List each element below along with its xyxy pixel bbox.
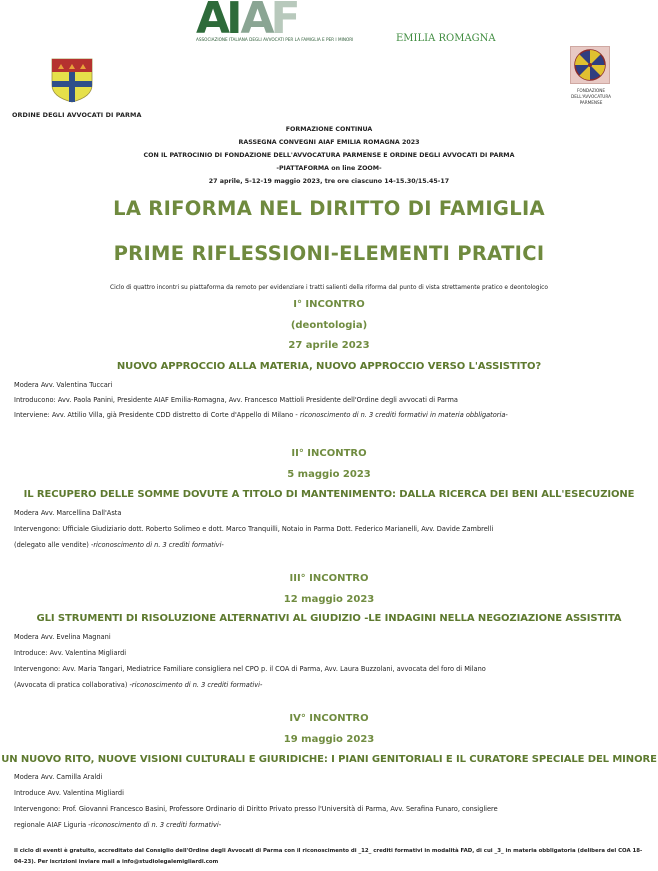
session-line-text: Modera Avv. Valentina Tuccari xyxy=(14,381,113,389)
session-2-line xyxy=(14,509,121,517)
session-3-line xyxy=(14,633,111,641)
session-2-topic: IL RECUPERO DELLE SOMME DOVUTE A TITOLO DI MANTENIMENTO: DALLA RICERCA DEI BENI ALL'ESECUZIONE xyxy=(23,489,635,500)
session-1-subheading: (deontologia) xyxy=(290,320,368,331)
session-3-line xyxy=(14,681,262,689)
session-2-line xyxy=(14,525,493,533)
aiaf-region: EMILIA ROMAGNA xyxy=(396,33,496,44)
session-line-text: Intervengono: Prof. Giovanni Francesco Basini, Professore Ordinario di Diritto Privato presso l'Università di Parma, Avv. Serafina Funaro, consigliere xyxy=(14,805,498,813)
footer-line-1: Il ciclo di eventi è gratuito, accreditato dal Consiglio dell'Ordine degli Avvocati di Parma con il riconoscimento di _12_ crediti formativi in modalità FAD, di cui _3_ in materia obbligatoria (delibera del COA 18- xyxy=(14,848,643,854)
session-1-line xyxy=(14,411,508,419)
credits-note: riconoscimento di n. 3 crediti formativi in materia obbligatoria- xyxy=(299,411,508,419)
session-3-line xyxy=(14,665,486,673)
session-1-heading: I° INCONTRO xyxy=(293,299,365,310)
session-line-text: Intervengono: Ufficiale Giudiziario dott. Roberto Solimeo e dott. Marco Tranquilli, Notaio in Parma Dott. Federico Marianelli, Avv. Davide Zambrelli xyxy=(14,525,494,533)
session-1-line xyxy=(14,396,458,404)
session-line-text: Introduce: Avv. Valentina Migliardi xyxy=(14,649,127,657)
session-3-heading: III° INCONTRO xyxy=(289,573,369,584)
session-line-text: (Avvocata di pratica collaborativa) xyxy=(14,681,130,689)
session-line-text: Modera Avv. Marcellina Dall'Asta xyxy=(14,509,122,517)
session-2-date: 5 maggio 2023 xyxy=(287,469,371,480)
session-4-line xyxy=(14,773,102,781)
session-3-line xyxy=(14,649,126,657)
session-4-heading: IV° INCONTRO xyxy=(289,713,369,724)
fondazione-logo-icon xyxy=(570,46,610,84)
main-subtitle: PRIME RIFLESSIONI-ELEMENTI PRATICI xyxy=(113,242,545,265)
session-4-line xyxy=(14,821,221,829)
aiaf-logo xyxy=(196,0,496,44)
session-3-topic: GLI STRUMENTI DI RISOLUZIONE ALTERNATIVI AL GIUDIZIO -LE INDAGINI NELLA NEGOZIAZIONE ASSISTITA xyxy=(36,613,622,624)
session-line-text: (delegato alle vendite) xyxy=(14,541,91,549)
intro-text: Ciclo di quattro incontri su piattaforma da remoto per evidenziare i tratti salienti della riforma dal punto di vista strettamente pratico e deontologico xyxy=(109,285,549,291)
credits-note: -riconoscimento di n. 3 crediti formativi- xyxy=(88,821,222,829)
info-line-rassegna: RASSEGNA CONVEGNI AIAF EMILIA ROMAGNA 2023 xyxy=(238,139,420,146)
aiaf-tagline: ASSOCIAZIONE ITALIANA DEGLI AVVOCATI PER LA FAMIGLIA E PER I MINORI xyxy=(196,37,354,42)
info-line-dates: 27 aprile, 5-12-19 maggio 2023, tre ore ciascuno 14-15.30/15.45-17 xyxy=(208,178,450,185)
aiaf-letter: A xyxy=(196,0,227,44)
credits-note: -riconoscimento di n. 3 crediti formativi- xyxy=(90,541,224,549)
fondazione-label-line: PARMENSE xyxy=(579,100,603,105)
session-line-text: Intervengono: Avv. Maria Tangari, Mediatrice Familiare consigliera nel CPO p. il COA di Parma, Avv. Laura Buzzolani, avvocata del foro di Milano xyxy=(14,665,486,673)
session-4-date: 19 maggio 2023 xyxy=(283,734,375,745)
session-line-text: Introduce Avv. Valentina Migliardi xyxy=(14,789,124,797)
session-line-text: regionale AIAF Liguria xyxy=(14,821,89,829)
session-line-text: Introducono: Avv. Paola Panini, Presidente AIAF Emilia-Romagna, Avv. Francesco Mattioli Presidente dell'Ordine degli avvocati di Parma xyxy=(14,396,458,404)
session-1-date: 27 aprile 2023 xyxy=(288,340,370,351)
main-title: LA RIFORMA NEL DIRITTO DI FAMIGLIA xyxy=(113,197,545,220)
fondazione-label xyxy=(568,88,614,106)
info-line-formazione: FORMAZIONE CONTINUA xyxy=(285,126,373,133)
session-line-text: Modera Avv. Camilla Araldi xyxy=(14,773,103,781)
session-line-text: Modera Avv. Evelina Magnani xyxy=(14,633,111,641)
info-line-patrocinio: CON IL PATROCINIO DI FONDAZIONE DELL'AVVOCATURA PARMENSE E ORDINE DEGLI AVVOCATI DI PARMA xyxy=(143,152,515,159)
aiaf-letter: I xyxy=(226,0,241,44)
ordine-crest-icon xyxy=(50,57,94,103)
session-1-line xyxy=(14,381,112,389)
session-4-line xyxy=(14,789,124,797)
session-line-text: Interviene: Avv. Attilio Villa, già Presidente CDD distretto di Corte d'Appello di Milano - xyxy=(14,411,300,419)
ordine-label: ORDINE DEGLI AVVOCATI DI PARMA xyxy=(12,111,142,119)
fondazione-label-line: FONDAZIONE xyxy=(576,88,606,93)
footer-line-2: 04-23). Per iscrizioni inviare mail a info@studiolegalemigliardi.com xyxy=(14,859,219,865)
fondazione-label-line: DELL'AVVOCATURA xyxy=(571,94,611,99)
credits-note: -riconoscimento di n. 3 crediti formativi- xyxy=(129,681,263,689)
aiaf-letter: F xyxy=(270,0,297,44)
session-2-heading: II° INCONTRO xyxy=(291,448,367,459)
info-line-piattaforma: -PIATTAFORMA on line ZOOM- xyxy=(276,165,382,172)
aiaf-letter: A xyxy=(240,0,271,44)
session-2-line xyxy=(14,541,224,549)
session-4-line xyxy=(14,805,498,813)
session-3-date: 12 maggio 2023 xyxy=(283,594,375,605)
session-1-topic: NUOVO APPROCCIO ALLA MATERIA, NUOVO APPROCCIO VERSO L'ASSISTITO? xyxy=(116,361,542,372)
session-4-topic: UN NUOVO RITO, NUOVE VISIONI CULTURALI E GIURIDICHE: I PIANI GENITORIALI E IL CURATORE SPECIALE DEL MINORE xyxy=(1,754,657,765)
